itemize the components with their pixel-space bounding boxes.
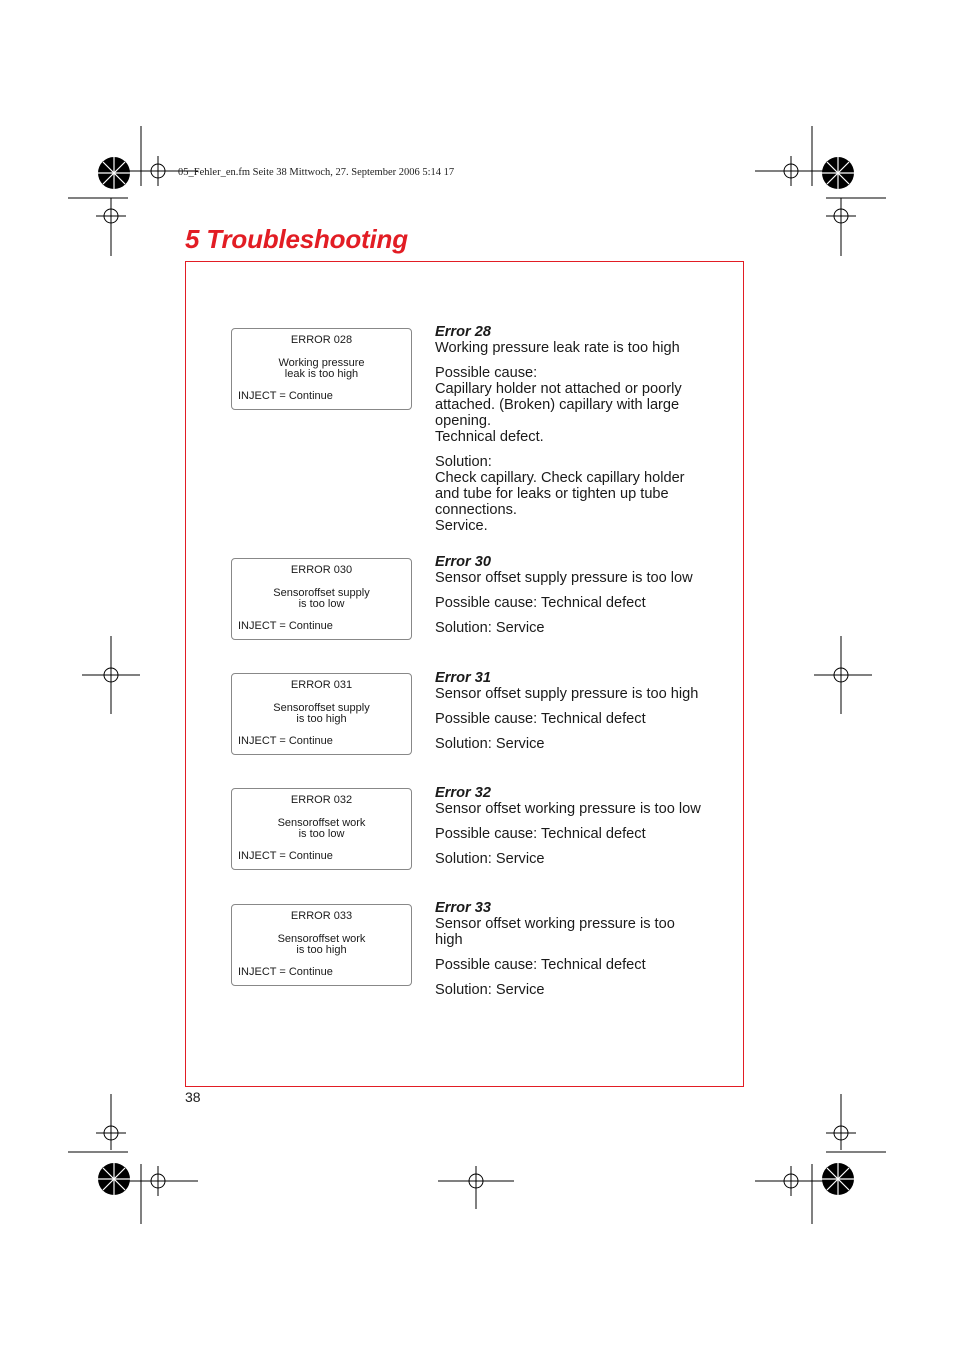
cause-text: Capillary holder not attached or poorly attached. (Broken) capillary with large opening. xyxy=(435,381,682,429)
error-description-block xyxy=(435,785,715,867)
error-heading: Error 31 xyxy=(435,670,491,686)
error-display-box xyxy=(231,328,412,410)
error-description: Sensor offset working pressure is too high xyxy=(435,916,675,948)
error-heading: Error 32 xyxy=(435,785,491,801)
error-action: INJECT = Continue xyxy=(238,390,333,402)
cause-text: Possible cause: Technical defect xyxy=(435,711,646,727)
error-description: Sensor offset supply pressure is too low xyxy=(435,570,693,586)
error-heading: Error 30 xyxy=(435,554,491,570)
error-text-line1: Sensoroffset supply xyxy=(273,702,370,714)
error-description-block xyxy=(435,900,685,998)
error-description-block xyxy=(435,670,715,752)
solution-label: Solution: xyxy=(435,454,492,470)
error-description: Sensor offset working pressure is too low xyxy=(435,801,701,817)
cause-text: Possible cause: Technical defect xyxy=(435,826,646,842)
error-heading: Error 28 xyxy=(435,324,491,340)
error-description: Working pressure leak rate is too high xyxy=(435,340,680,356)
error-description: Sensor offset supply pressure is too high xyxy=(435,686,699,702)
solution-text: Check capillary. Check capillary holder and tube for leaks or tighten up tube connections. xyxy=(435,470,685,518)
error-text-line2: leak is too high xyxy=(284,368,359,380)
error-code: ERROR 028 xyxy=(290,334,353,346)
error-text-line2: is too low xyxy=(298,598,345,610)
error-text-line1: Sensoroffset work xyxy=(277,933,366,945)
error-action: INJECT = Continue xyxy=(238,850,333,862)
error-description-block xyxy=(435,554,715,636)
error-heading: Error 33 xyxy=(435,900,491,916)
cause-text: Technical defect. xyxy=(435,429,544,445)
cause-text: Possible cause: Technical defect xyxy=(435,957,646,973)
cause-label: Possible cause: xyxy=(435,365,538,381)
error-text-line2: is too high xyxy=(296,713,347,725)
solution-text: Solution: Service xyxy=(435,851,545,867)
solution-text: Service. xyxy=(435,518,488,534)
error-code: ERROR 033 xyxy=(290,910,353,922)
error-code: ERROR 031 xyxy=(290,679,353,691)
solution-text: Solution: Service xyxy=(435,620,545,636)
error-text-line1: Sensoroffset supply xyxy=(273,587,370,599)
error-text-line1: Sensoroffset work xyxy=(277,817,366,829)
error-text-line2: is too low xyxy=(298,828,345,840)
page-number: 38 xyxy=(185,1089,201,1105)
error-action: INJECT = Continue xyxy=(238,620,333,632)
error-display-box xyxy=(231,788,412,870)
section-title: 5 Troubleshooting xyxy=(185,224,408,254)
error-display-box xyxy=(231,673,412,755)
solution-text: Solution: Service xyxy=(435,736,545,752)
error-code: ERROR 032 xyxy=(290,794,353,806)
error-code: ERROR 030 xyxy=(290,564,353,576)
error-display-box xyxy=(231,558,412,640)
error-description-block xyxy=(435,324,697,534)
error-display-box xyxy=(231,904,412,986)
error-action: INJECT = Continue xyxy=(238,735,333,747)
error-text-line2: is too high xyxy=(296,944,347,956)
error-action: INJECT = Continue xyxy=(238,966,333,978)
solution-text: Solution: Service xyxy=(435,982,545,998)
cause-text: Possible cause: Technical defect xyxy=(435,595,646,611)
file-header-line: 05_Fehler_en.fm Seite 38 Mittwoch, 27. September 2006 5:14 17 xyxy=(178,167,455,178)
error-text-line1: Working pressure xyxy=(278,357,365,369)
